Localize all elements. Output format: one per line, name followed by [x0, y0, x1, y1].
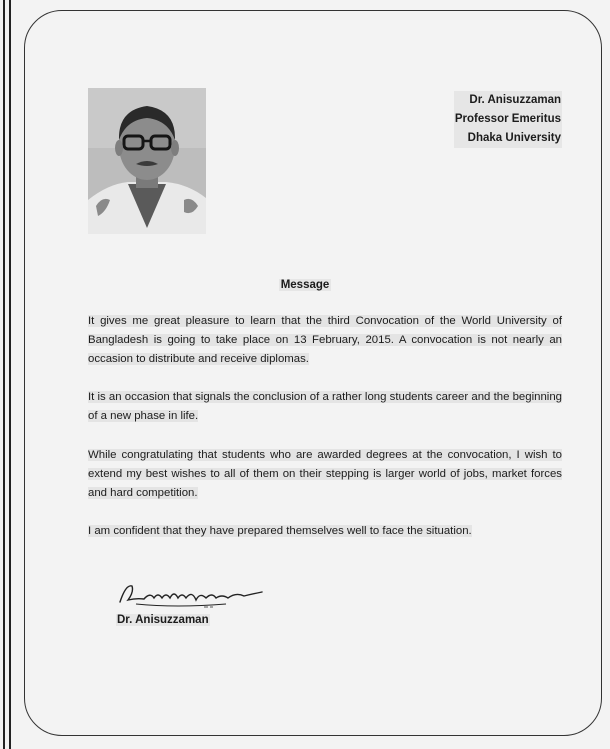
- message-paragraph: [88, 312, 562, 369]
- message-paragraph-text: It gives me great pleasure to learn that the third Convocation of the World University of Bangladesh is going to take place on 13 February, 2015. A convocation is not nearly an occasion to distribute and receive diplomas.: [88, 315, 562, 365]
- handwritten-signature: [116, 578, 266, 612]
- message-paragraph: [88, 446, 562, 503]
- message-paragraph: [88, 388, 562, 426]
- message-paragraph-text: While congratulating that students who are awarded degrees at the convocation, I wish to extend my best wishes to all of them on their stepping is larger world of jobs, market forces and hard competition.: [88, 449, 562, 499]
- sender-name: Dr. Anisuzzaman: [454, 91, 562, 110]
- portrait-photo: [88, 88, 206, 234]
- sender-institution: Dhaka University: [454, 129, 562, 148]
- message-heading-text: Message: [280, 279, 330, 291]
- signoff-name-block: [116, 614, 210, 626]
- message-paragraph-text: It is an occasion that signals the conclusion of a rather long students career and the beginning of a new phase in life.: [88, 391, 562, 422]
- left-double-rule: [0, 0, 14, 749]
- message-heading: [0, 279, 610, 291]
- sender-block: [454, 91, 562, 148]
- message-paragraph-text: I am confident that they have prepared themselves well to face the situation.: [88, 525, 472, 537]
- message-paragraph: [88, 522, 562, 541]
- signoff-name: Dr. Anisuzzaman: [117, 614, 209, 626]
- sender-title: Professor Emeritus: [454, 110, 562, 129]
